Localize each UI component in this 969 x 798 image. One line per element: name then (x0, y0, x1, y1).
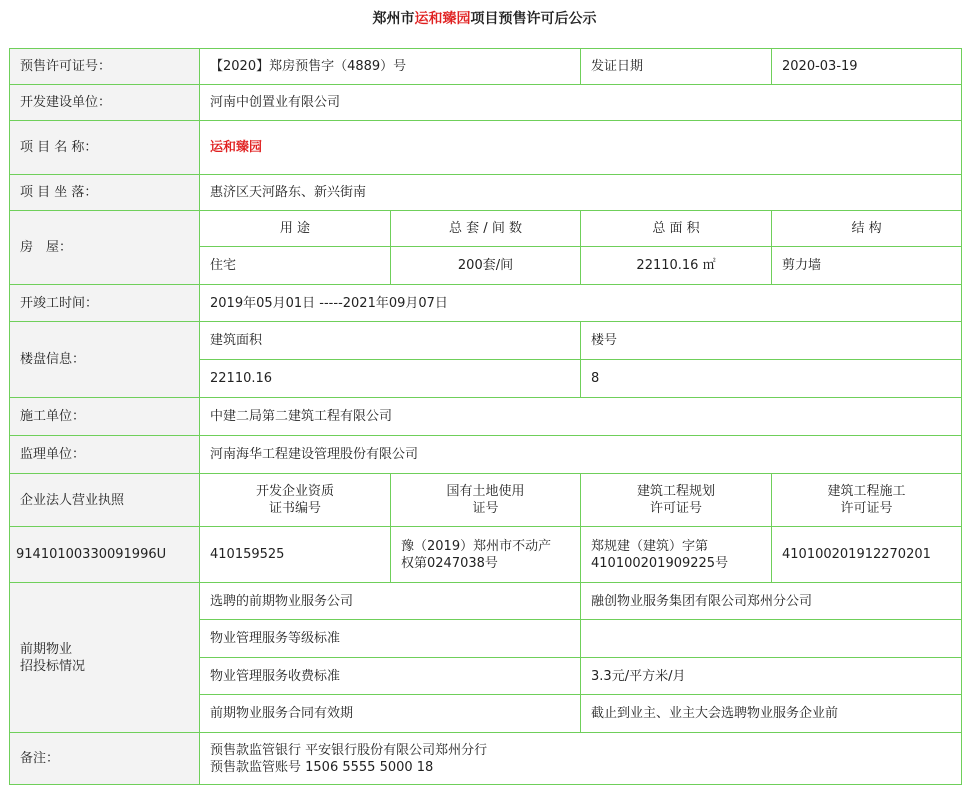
house-header-use: 用 途 (200, 211, 391, 247)
contract-validity-label: 前期物业服务合同有效期 (200, 695, 581, 733)
location-row (10, 175, 962, 211)
title-suffix: 项目预售许可后公示 (470, 11, 597, 27)
permit-table (9, 48, 962, 785)
house-label: 房 屋： (10, 211, 200, 285)
house-units-value: 200套/间 (391, 247, 581, 285)
property-row (10, 583, 962, 620)
land-cert-header (391, 474, 581, 527)
building-info-label: 楼盘信息： (10, 322, 200, 398)
project-name-row (10, 121, 962, 175)
land-cert-line1: 豫（2019）郑州市不动产 (401, 538, 552, 554)
property-company-value: 融创物业服务集团有限公司郑州分公司 (581, 583, 962, 620)
land-cert-header-line2: 证号 (472, 501, 499, 516)
planning-permit-header-line1: 建筑工程规划 (637, 484, 716, 499)
license-header-row (10, 474, 962, 527)
land-cert-line2: 权第0247038号 (401, 555, 498, 571)
developer-row (10, 85, 962, 121)
contractor-label: 施工单位： (10, 398, 200, 436)
planning-permit-line2: 410100201909225号 (591, 555, 729, 571)
property-mgmt-label-line1: 前期物业 (20, 641, 73, 657)
supervisor-value: 河南海华工程建设管理股份有限公司 (200, 436, 962, 474)
title-city: 郑州市 (372, 11, 415, 27)
house-use-value: 住宅 (200, 247, 391, 285)
construction-permit-header-line1: 建筑工程施工 (827, 484, 906, 499)
supervisor-label: 监理单位： (10, 436, 200, 474)
business-license-label: 企业法人营业执照 (10, 474, 200, 527)
supervisor-row (10, 436, 962, 474)
qualification-header-line1: 开发企业资质 (255, 484, 334, 499)
building-number-header: 楼号 (581, 322, 962, 360)
permit-label: 预售许可证号： (10, 49, 200, 85)
property-mgmt-label-line2: 招投标情况 (20, 658, 86, 674)
permit-value: 【2020】郑房预售字（4889）号 (200, 49, 581, 85)
remarks-value (200, 733, 962, 785)
issue-date-label: 发证日期 (581, 49, 772, 85)
qualification-header (200, 474, 391, 527)
planning-permit-line1: 郑规建（建筑）字第 (591, 538, 709, 554)
service-fee-value: 3.3元/平方米/月 (581, 658, 962, 695)
supervision-bank: 预售款监管银行 平安银行股份有限公司郑州分行 (210, 742, 488, 758)
building-header-row (10, 322, 962, 360)
service-level-label: 物业管理服务等级标准 (200, 620, 581, 658)
house-header-structure: 结 构 (772, 211, 962, 247)
page-title (0, 9, 969, 29)
remarks-label: 备注： (10, 733, 200, 785)
supervision-account: 预售款监管账号 1506 5555 5000 18 (210, 759, 434, 775)
location-value: 惠济区天河路东、新兴街南 (200, 175, 962, 211)
construction-permit-header (772, 474, 962, 527)
construction-permit-header-line2: 许可证号 (840, 501, 893, 516)
project-name-value: 运和臻园 (200, 121, 962, 175)
permit-row (10, 49, 962, 85)
contractor-value: 中建二局第二建筑工程有限公司 (200, 398, 962, 436)
developer-value: 河南中创置业有限公司 (200, 85, 962, 121)
land-cert-value (391, 527, 581, 583)
title-project-name: 运和臻园 (414, 11, 471, 27)
construction-time-row (10, 285, 962, 322)
building-area-value: 22110.16 (200, 360, 581, 398)
construction-time-value: 2019年05月01日 -----2021年09月07日 (200, 285, 962, 322)
service-fee-label: 物业管理服务收费标准 (200, 658, 581, 695)
service-level-value (581, 620, 962, 658)
remarks-row (10, 733, 962, 785)
planning-permit-value (581, 527, 772, 583)
contractor-row (10, 398, 962, 436)
license-value-row (10, 527, 962, 583)
issue-date-value: 2020-03-19 (772, 49, 962, 85)
planning-permit-header (581, 474, 772, 527)
contract-validity-value: 截止到业主、业主大会选聘物业服务企业前 (581, 695, 962, 733)
developer-label: 开发建设单位： (10, 85, 200, 121)
house-structure-value: 剪力墙 (772, 247, 962, 285)
construction-permit-value: 410100201912270201 (772, 527, 962, 583)
building-area-header: 建筑面积 (200, 322, 581, 360)
land-cert-header-line1: 国有土地使用 (446, 484, 525, 499)
construction-time-label: 开竣工时间： (10, 285, 200, 322)
house-header-area: 总 面 积 (581, 211, 772, 247)
house-header-units: 总 套 / 间 数 (391, 211, 581, 247)
property-mgmt-label (10, 583, 200, 733)
qualification-header-line2: 证书编号 (268, 501, 321, 516)
house-area-value: 22110.16 ㎡ (581, 247, 772, 285)
planning-permit-header-line2: 许可证号 (650, 501, 703, 516)
house-header-row (10, 211, 962, 247)
qualification-value: 410159525 (200, 527, 391, 583)
project-name-label: 项 目 名 称： (10, 121, 200, 175)
business-license-value: 91410100330091996U (10, 527, 200, 583)
building-number-value: 8 (581, 360, 962, 398)
location-label: 项 目 坐 落： (10, 175, 200, 211)
property-company-label: 选聘的前期物业服务公司 (200, 583, 581, 620)
